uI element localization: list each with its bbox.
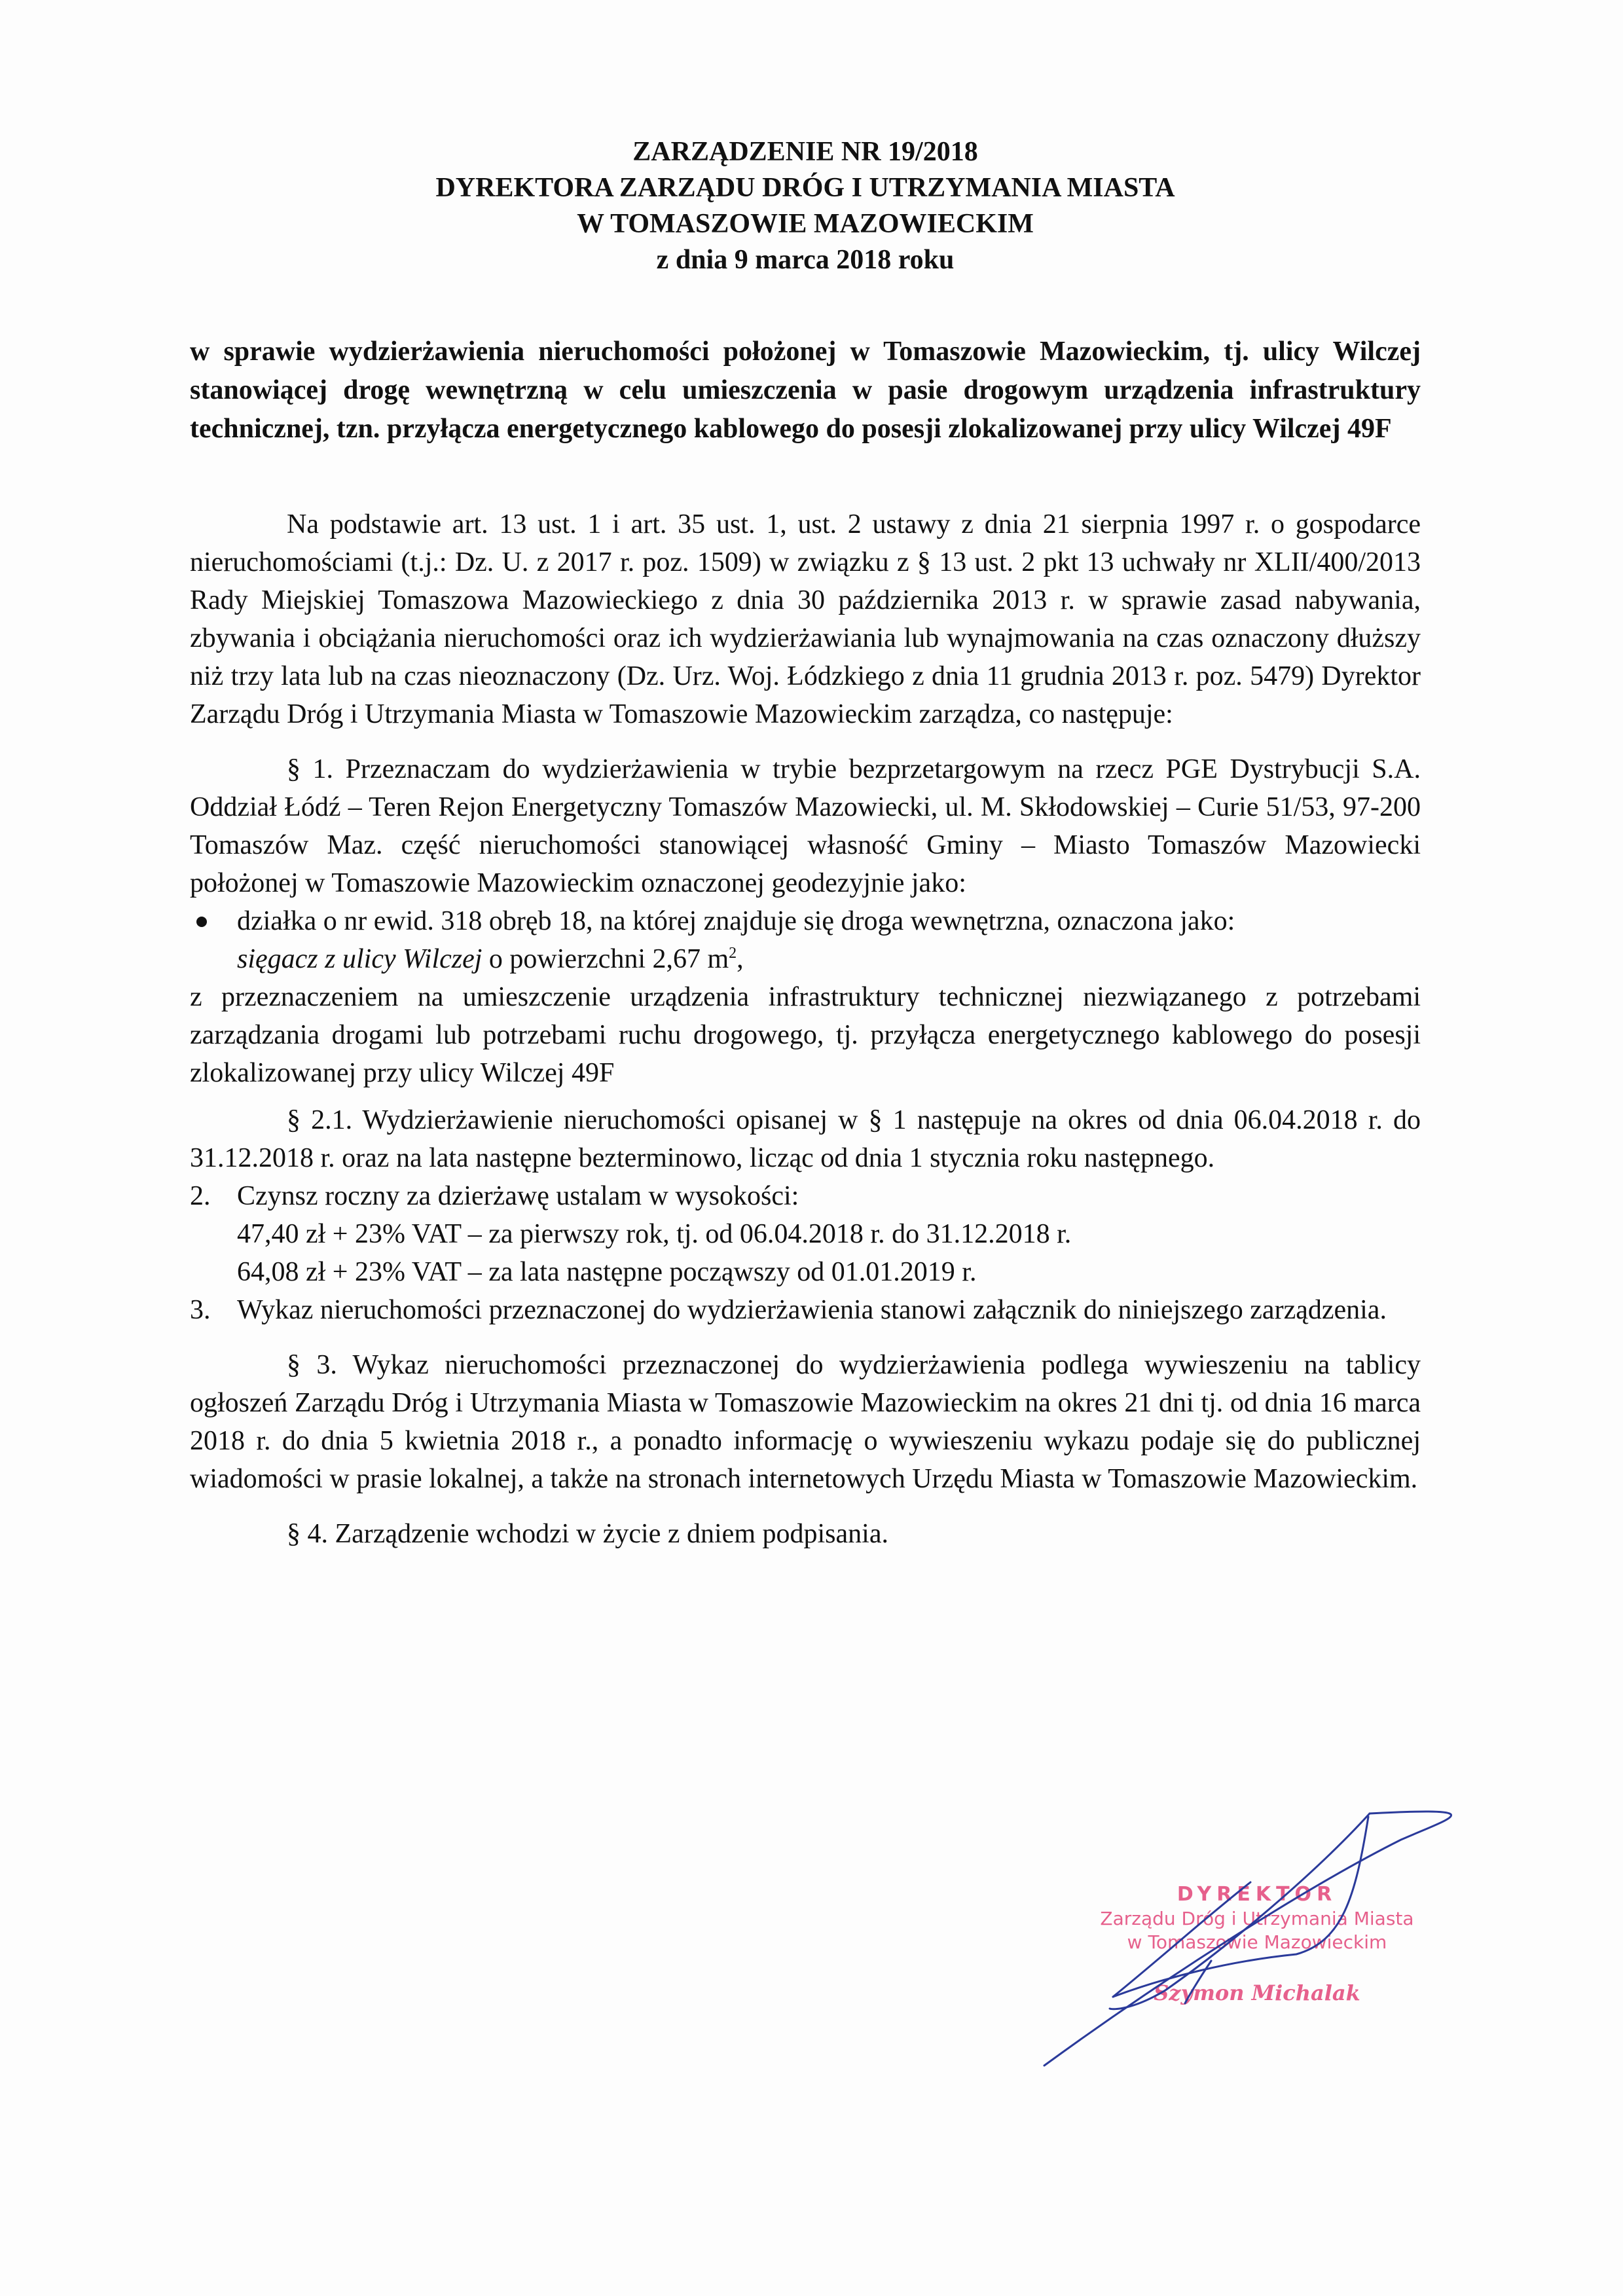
bullet-icon — [196, 917, 207, 927]
item-text: Czynsz roczny za dzierżawę ustalam w wysokości: — [237, 1181, 799, 1211]
parcel-area: o powierzchni 2,67 m — [482, 944, 729, 974]
title-line: DYREKTORA ZARZĄDU DRÓG I UTRZYMANIA MIASTA — [435, 173, 1175, 203]
rent-line: 47,40 zł + 23% VAT – za pierwszy rok, tj. od 06.04.2018 r. do 31.12.2018 r. — [237, 1219, 1072, 1249]
item-text: Wykaz nieruchomości przeznaczonej do wydzierżawienia stanowi załącznik do niniejszego zarządzenia. — [237, 1295, 1387, 1325]
section-3: § 3. Wykaz nieruchomości przeznaczonej do wydzierżawienia podlega wywieszeniu na tablicy ogłoszeń Zarządu Dróg i Utrzymania Miasta w Tomaszowie Mazowieckim na okres 21 dni tj. od dnia 16 marca 2018 r. do dnia 5 kwietnia 2018 r., a ponadto informację o wywieszeniu wykazu podaje się do publicznej wiadomości w prasie lokalnej, a także na stronach internetowych Urzędu Miasta w Tomaszowie Mazowieckim. — [190, 1350, 1421, 1494]
subject-heading: w sprawie wydzierżawienia nieruchomości położonej w Tomaszowie Mazowieckim, tj. ulicy Wilczej stanowiącej drogę wewnętrzną w celu umieszczenia w pasie drogowym urządzenia infrastruktury technicznej, tzn. przyłącza energetycznego kablowego do posesji zlokalizowanej przy ulicy Wilczej 49F — [190, 337, 1421, 444]
punctuation: , — [737, 944, 744, 974]
item-number: 3. — [190, 1295, 211, 1325]
document-body — [190, 505, 1421, 1553]
parcel-text: działka o nr ewid. 318 obręb 18, na której znajduje się droga wewnętrzna, oznaczona jako: — [237, 906, 1235, 936]
section-2-item-2 — [190, 1177, 1421, 1215]
parcel-list-item — [190, 902, 1421, 978]
section-2-item-3 — [190, 1291, 1421, 1329]
stamp-org-line: Zarządu Dróg i Utrzymania Miasta — [1100, 1908, 1414, 1929]
title-date: z dnia 9 marca 2018 roku — [656, 245, 955, 275]
item-number: 2. — [190, 1181, 211, 1211]
purpose-paragraph: z przeznaczeniem na umieszczenie urządzenia infrastruktury technicznej niezwiązanego z potrzebami zarządzania drogami lub potrzebami ruchu drogowego, tj. przyłącza energetycznego kablowego do posesji zlokalizowanej przy ulicy Wilczej 49F — [190, 982, 1421, 1088]
section-1-intro: § 1. Przeznaczam do wydzierżawienia w trybie bezprzetargowym na rzecz PGE Dystrybucji S.A. Oddział Łódź – Teren Rejon Energetyczny Tomaszów Mazowiecki, ul. M. Skłodowskiej – Curie 51/53, 97-200 Tomaszów Maz. część nieruchomości stanowiącej własność Gminy – Miasto Tomaszów Mazowiecki położonej w Tomaszowie Mazowieckim oznaczonej geodezyjnie jako: — [190, 754, 1421, 898]
parcel-description — [237, 902, 1421, 978]
stamp-org-line: w Tomaszowie Mazowieckim — [1127, 1931, 1387, 1953]
section-2-1: § 2.1. Wydzierżawienie nieruchomości opisanej w § 1 następuje na okres od dnia 06.04.2018 r. do 31.12.2018 r. oraz na lata następne bezterminowo, licząc od dnia 1 stycznia roku następnego. — [190, 1105, 1421, 1173]
handwritten-signature-icon — [1034, 1800, 1591, 2095]
section-4: § 4. Zarządzenie wchodzi w życie z dniem podpisania. — [287, 1519, 888, 1549]
rent-line: 64,08 zł + 23% VAT – za lata następne począwszy od 01.01.2019 r. — [237, 1257, 977, 1287]
document-title — [190, 134, 1421, 278]
title-line: W TOMASZOWIE MAZOWIECKIM — [577, 209, 1034, 239]
stamp-role: DYREKTOR — [1176, 1883, 1338, 1906]
stamp-name: Szymon Michalak — [1154, 1980, 1360, 2005]
preamble: Na podstawie art. 13 ust. 1 i art. 35 ust. 1, ust. 2 ustawy z dnia 21 sierpnia 1997 r. o gospodarce nieruchomościami (t.j.: Dz. U. z 2017 r. poz. 1509) w związku z § 13 ust. 2 pkt 13 uchwały nr XLII/400/2013 Rady Miejskiej Tomaszowa Mazowieckiego z dnia 30 października 2013 r. w sprawie zasad nabywania, zbywania i obciążania nieruchomości oraz ich wydzierżawiania lub wynajmowania na czas oznaczony dłuższy niż trzy lata lub na czas nieoznaczony (Dz. Urz. Woj. Łódzkiego z dnia 11 grudnia 2013 r. poz. 5479) Dyrektor Zarządu Dróg i Utrzymania Miasta w Tomaszowie Mazowieckim zarządza, co następuje: — [190, 509, 1421, 729]
title-line: ZARZĄDZENIE NR 19/2018 — [632, 137, 978, 167]
area-unit-exponent: 2 — [729, 945, 737, 962]
parcel-name: sięgacz z ulicy Wilczej — [237, 944, 483, 974]
